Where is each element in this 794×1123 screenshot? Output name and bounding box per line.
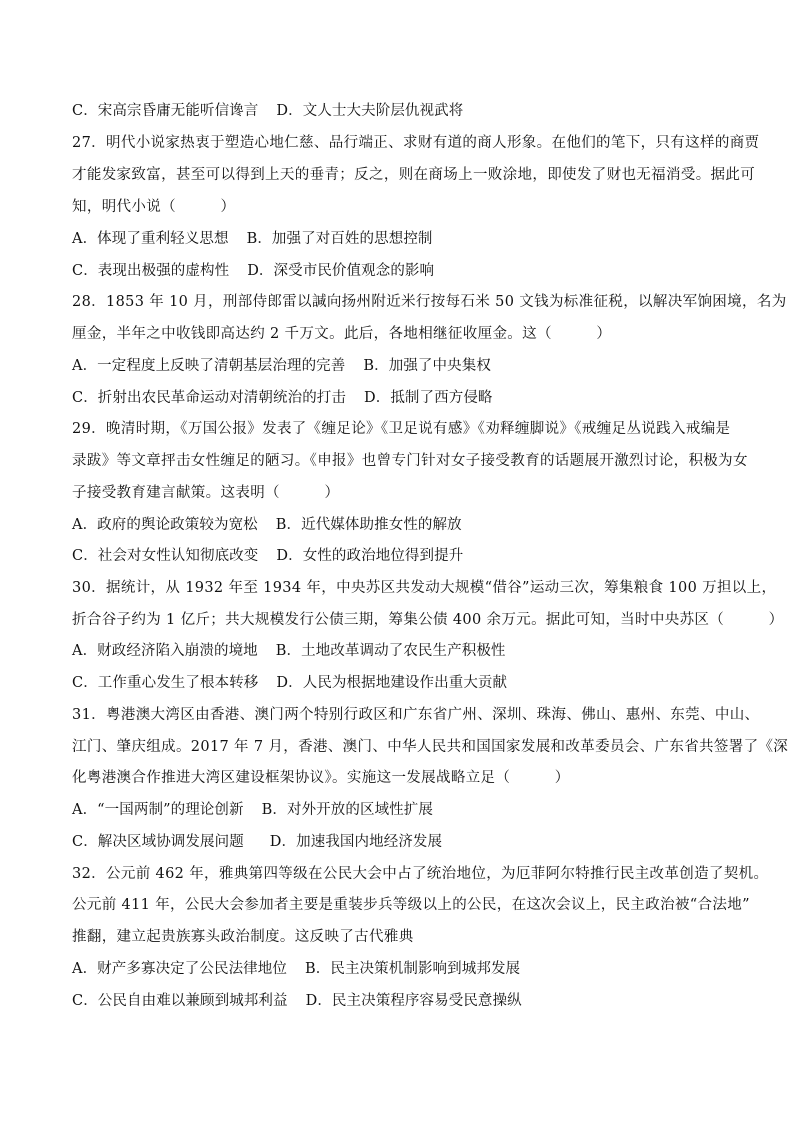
options-line bbox=[72, 800, 726, 820]
options-line bbox=[72, 959, 726, 979]
option-c: C．社会对女性认知彻底改变 bbox=[72, 548, 259, 564]
option-d: D．抵制了西方侵略 bbox=[364, 390, 493, 406]
options-line bbox=[72, 991, 726, 1011]
question-31-line-1: 31．粤港澳大湾区由香港、澳门两个特别行政区和广东省广州、深圳、珠海、佛山、惠州、东莞、中山、 bbox=[72, 707, 760, 723]
options-line bbox=[72, 261, 726, 281]
options-line bbox=[72, 388, 726, 408]
options-line bbox=[72, 673, 726, 693]
option-d: D．加速我国内地经济发展 bbox=[269, 834, 443, 850]
option-a: A．财产多寡决定了公民法律地位 bbox=[72, 961, 287, 977]
option-b: B．对外开放的区域性扩展 bbox=[261, 802, 433, 818]
option-a: A．一定程度上反映了清朝基层治理的完善 bbox=[72, 358, 346, 374]
option-b: B．加强了对百姓的思想控制 bbox=[246, 231, 433, 247]
question-31-line-3: 化粤港澳合作推进大湾区建设框架协议》。实施这一发展战略立足（ ） bbox=[72, 770, 570, 786]
option-d: D．深受市民价值观念的影响 bbox=[247, 263, 435, 279]
question-30-line-1: 30．据统计，从 1932 年至 1934 年，中央苏区共发动大规模“借谷”运动三次，筹集粮食 100 万担以上， bbox=[72, 580, 777, 596]
options-line bbox=[72, 546, 726, 566]
option-d: D．女性的政治地位得到提升 bbox=[276, 548, 464, 564]
option-c: C．公民自由难以兼顾到城邦利益 bbox=[72, 993, 288, 1009]
question-30-line-2: 折合谷子约为 1 亿斤；共大规模发行公债三期，筹集公债 400 余万元。据此可知，当时中央苏区（ ） bbox=[72, 612, 784, 628]
option-b: B．民主决策机制影响到城邦发展 bbox=[304, 961, 521, 977]
question-32-line-3: 推翻，建立起贵族寡头政治制度。这反映了古代雅典 bbox=[72, 929, 414, 945]
options-line bbox=[72, 101, 726, 121]
question-27-line-1: 27．明代小说家热衷于塑造心地仁慈、品行端正、求财有道的商人形象。在他们的笔下，只有这样的商贾 bbox=[72, 135, 760, 151]
option-b: B．土地改革调动了农民生产积极性 bbox=[275, 643, 506, 659]
option-c: C．表现出极强的虚构性 bbox=[72, 263, 230, 279]
question-32-line-2: 公元前 411 年，公民大会参加者主要是重装步兵等级以上的公民，在这次会议上，民主政治被“合法地” bbox=[72, 897, 750, 913]
options-line bbox=[72, 515, 726, 535]
option-a: A．财政经济陷入崩溃的境地 bbox=[72, 643, 258, 659]
question-27-line-3: 知，明代小说（ ） bbox=[72, 199, 236, 215]
question-29-line-3: 子接受教育建言献策。这表明（ ） bbox=[72, 485, 340, 501]
options-line bbox=[72, 832, 726, 852]
option-c: C．折射出农民革命运动对清朝统治的打击 bbox=[72, 390, 346, 406]
options-line bbox=[72, 641, 726, 661]
option-d: D．民主决策程序容易受民意操纵 bbox=[305, 993, 522, 1009]
question-32-line-1: 32．公元前 462 年，雅典第四等级在公民大会中占了统治地位，为厄菲阿尔特推行民主改革创造了契机。 bbox=[72, 866, 769, 882]
option-d: D．人民为根据地建设作出重大贡献 bbox=[276, 675, 508, 691]
question-27-line-2: 才能发家致富，甚至可以得到上天的垂青；反之，则在商场上一败涂地，即使发了财也无福消受。据此可 bbox=[72, 167, 756, 183]
question-29-line-1: 29．晚清时期，《万国公报》发表了《缠足论》《卫足说有感》《劝释缠脚说》《戒缠足丛说践入戒编是 bbox=[72, 421, 731, 437]
option-a: A．体现了重利轻义思想 bbox=[72, 231, 229, 247]
option-a: A．政府的舆论政策较为宽松 bbox=[72, 517, 258, 533]
question-31-line-2: 江门、肇庆组成。2017 年 7 月，香港、澳门、中华人民共和国国家发展和改革委员会、广东省共签署了《深 bbox=[72, 739, 789, 755]
option-c: C．解决区域协调发展问题 bbox=[72, 834, 244, 850]
option-c: C．宋高宗昏庸无能听信谗言 bbox=[72, 103, 259, 119]
options-line bbox=[72, 229, 726, 249]
options-line bbox=[72, 356, 726, 376]
option-b: B．近代媒体助推女性的解放 bbox=[275, 517, 462, 533]
question-29-line-2: 录跋》等文章抨击女性缠足的陋习。《申报》也曾专门针对女子接受教育的话题展开激烈讨论，积极为女 bbox=[72, 453, 748, 469]
option-c: C．工作重心发生了根本转移 bbox=[72, 675, 259, 691]
question-28-line-1: 28．1853 年 10 月，刑部侍郎雷以諴向扬州附近米行按每石米 50 文钱为标准征税，以解决军饷困境，名为 bbox=[72, 294, 787, 310]
option-d: D．文人士大夫阶层仇视武将 bbox=[276, 103, 464, 119]
option-a: A．“一国两制”的理论创新 bbox=[72, 802, 244, 818]
question-28-line-2: 厘金，半年之中收钱即高达约 2 千万文。此后，各地相继征收厘金。这（ ） bbox=[72, 326, 612, 342]
option-b: B．加强了中央集权 bbox=[363, 358, 491, 374]
